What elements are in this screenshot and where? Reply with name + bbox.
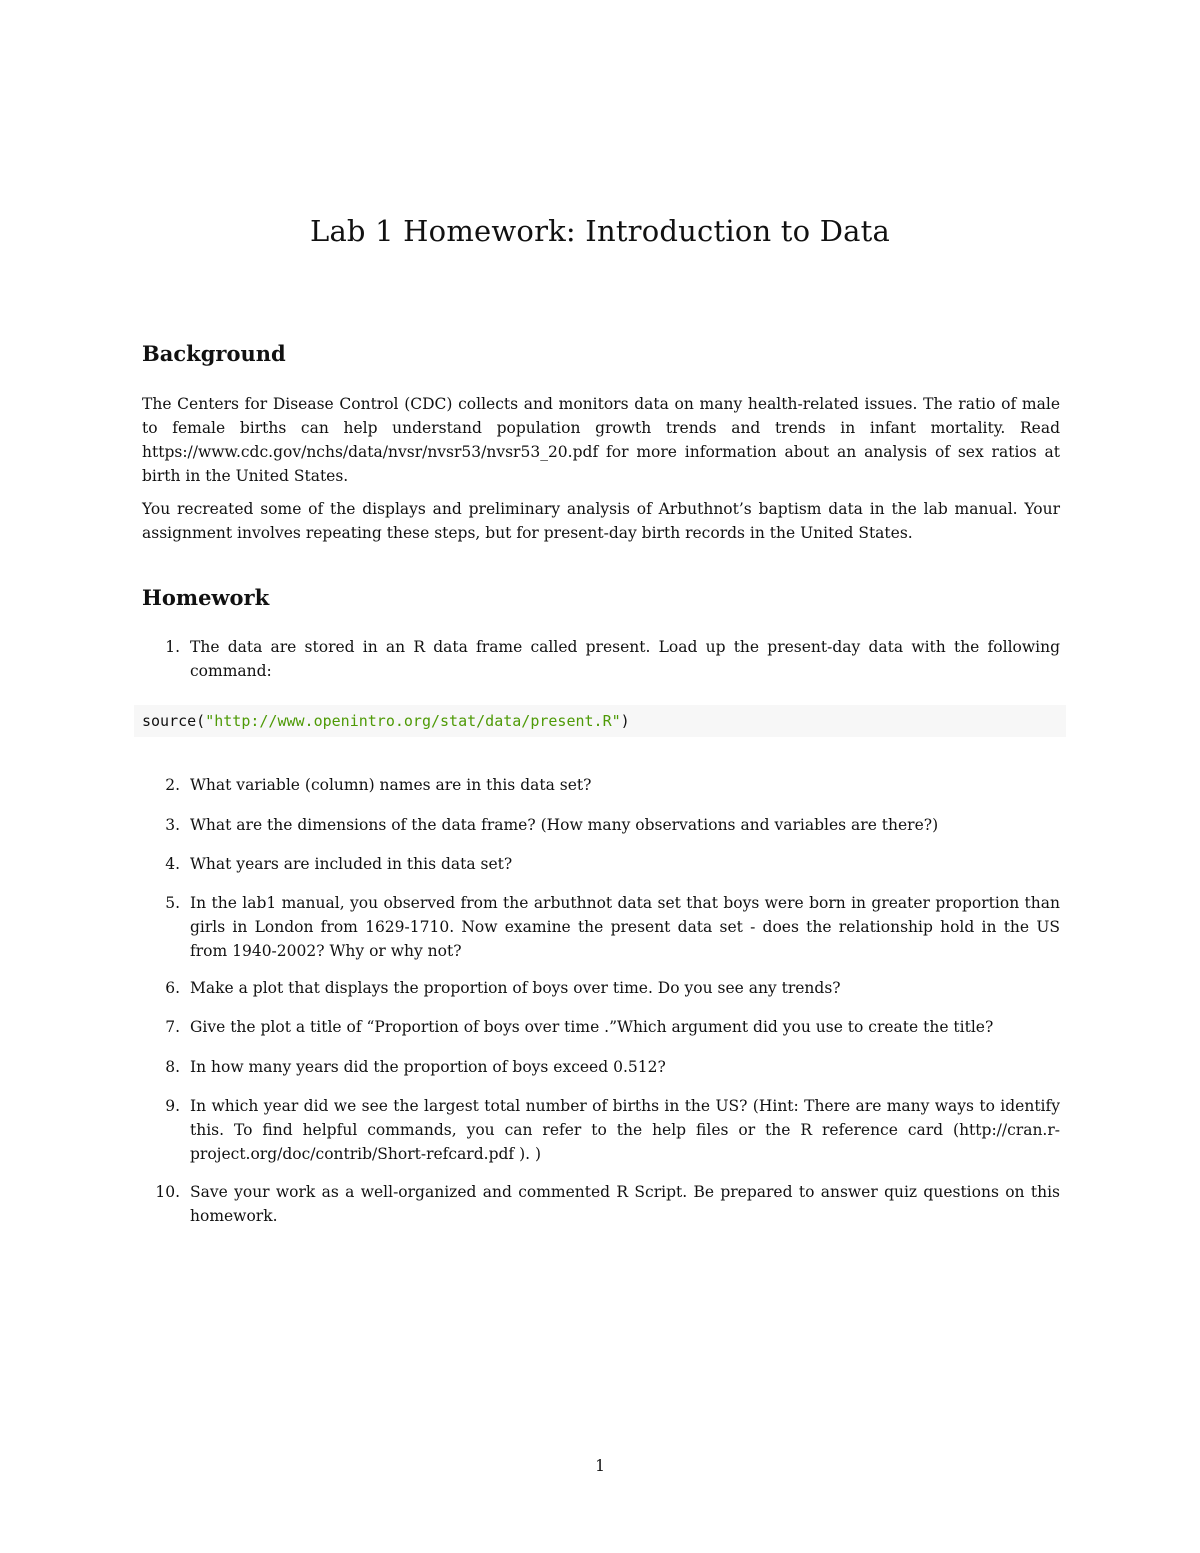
- list-item-text: In which year did we see the largest total number of births in the US? (Hint: There are many ways to identify this. To find helpful commands, you can refer to the help files or the R reference card (http://cran.r-project.org/doc/contrib/Short-refcard.pdf ). ): [190, 1097, 1060, 1163]
- list-item-number: 3.: [165, 816, 180, 834]
- list-item-text: Make a plot that displays the proportion of boys over time. Do you see any trends?: [190, 979, 841, 997]
- list-item-number: 10.: [155, 1183, 180, 1201]
- code-block: [134, 705, 1066, 737]
- list-item-number: 2.: [165, 776, 180, 794]
- list-item-text: In how many years did the proportion of boys exceed 0.512?: [190, 1058, 666, 1076]
- list-item-number: 5.: [165, 894, 180, 912]
- list-item: [142, 1180, 1060, 1228]
- background-paragraph-2: You recreated some of the displays and preliminary analysis of Arbuthnot’s baptism data in the lab manual. Your assignment involves repeating these steps, but for present-day birth records in the United States.: [142, 500, 1060, 542]
- list-item-number: 6.: [165, 979, 180, 997]
- code-string: "http://www.openintro.org/stat/data/present.R": [205, 712, 621, 730]
- list-item: [142, 891, 1060, 963]
- list-item-number: 8.: [165, 1058, 180, 1076]
- list-item-number: 9.: [165, 1097, 180, 1115]
- code-close-paren: ): [620, 712, 630, 730]
- list-item-text: In the lab1 manual, you observed from the arbuthnot data set that boys were born in greater proportion than girls in London from 1629-1710. Now examine the present data set - does the relationship hold in the US from 1940-2002? Why or why not?: [190, 894, 1060, 960]
- list-item-text: Save your work as a well-organized and commented R Script. Be prepared to answer quiz questions on this homework.: [190, 1183, 1060, 1225]
- list-item-number: 1.: [165, 638, 180, 656]
- page-title: Lab 1 Homework: Introduction to Data: [309, 214, 890, 248]
- homework-heading: Homework: [142, 585, 270, 610]
- list-item-number: 4.: [165, 855, 180, 873]
- list-item: [142, 773, 1060, 797]
- list-item-text: The data are stored in an R data frame called present. Load up the present-day data with the following command:: [190, 638, 1060, 680]
- list-item-text: Give the plot a title of “Proportion of boys over time .”Which argument did you use to create the title?: [190, 1018, 994, 1036]
- code-function: source(: [142, 712, 206, 730]
- list-item: [142, 1015, 1060, 1039]
- list-item-number: 7.: [165, 1018, 180, 1036]
- list-item: [142, 976, 1060, 1000]
- list-item: [142, 635, 1060, 683]
- list-item-text: What years are included in this data set?: [190, 855, 513, 873]
- list-item: [142, 1055, 1060, 1079]
- page-number: 1: [595, 1457, 605, 1475]
- list-item: [142, 813, 1060, 837]
- list-item: [142, 1094, 1060, 1166]
- list-item-text: What variable (column) names are in this data set?: [190, 776, 592, 794]
- list-item: [142, 852, 1060, 876]
- list-item-text: What are the dimensions of the data frame? (How many observations and variables are there?): [190, 816, 939, 834]
- background-paragraph-1: The Centers for Disease Control (CDC) collects and monitors data on many health-related issues. The ratio of male to female births can help understand population growth trends and trends in infant mortality. Read https://www.cdc.gov/nchs/data/nvsr/nvsr53/nvsr53_20.pdf for more information about an analysis of sex ratios at birth in the United States.: [142, 395, 1060, 485]
- background-heading: Background: [142, 341, 286, 366]
